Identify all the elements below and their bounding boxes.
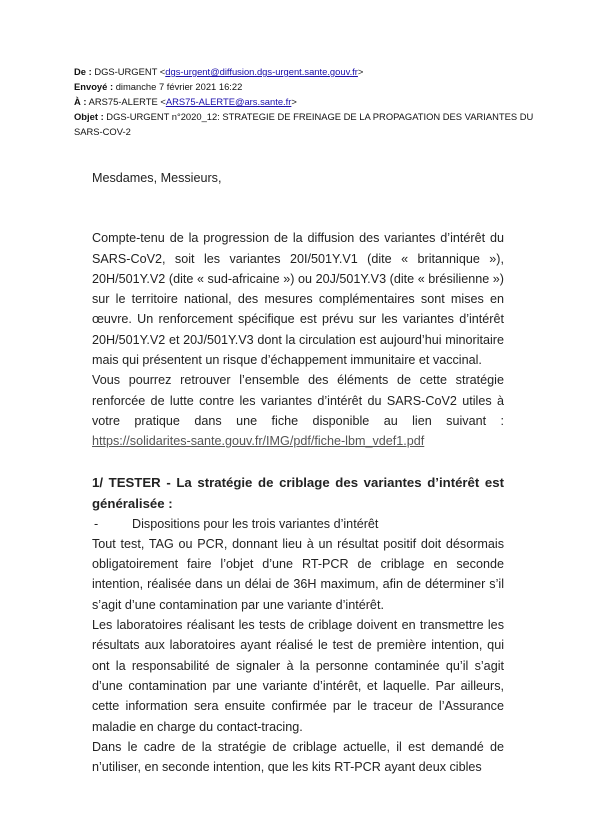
paragraph-test-rule: Tout test, TAG ou PCR, donnant lieu à un résultat positif doit désormais obligatoirement faire l’objet d’une RT-PCR de criblage en seconde intention, réalisée dans un délai de 36H maximum, afin de déterminer s’il s’agit d’une contamination par une variante d’intérêt. bbox=[92, 536, 504, 612]
fiche-pdf-link[interactable]: https://solidarites-sante.gouv.fr/IMG/pdf/fiche-lbm_vdef1.pdf bbox=[92, 434, 425, 449]
email-header bbox=[74, 64, 534, 139]
from-label: De : bbox=[74, 66, 92, 77]
subject-text-1: DGS-URGENT n°2020_12: STRATEGIE DE FREINAGE DE LA PROPAGATION DES VARIANTES DU bbox=[106, 111, 534, 122]
to-name: ARS75-ALERTE bbox=[88, 96, 158, 107]
subject-line bbox=[74, 109, 534, 124]
from-email-link[interactable]: dgs-urgent@diffusion.dgs-urgent.sante.gouv.fr bbox=[165, 66, 358, 77]
paragraph-intro: Compte-tenu de la progression de la diffusion des variantes d’intérêt du SARS-CoV2, soit les variantes 20I/501Y.V1 (dite « britannique »), 20H/501Y.V2 (dite « sud-africaine ») ou 20J/501Y.V3 (dite « brésilienne ») sur le territoire national, des mesures complémentaires sont mises en œuvre. Un renforcement spécifique est prévu sur les variantes d’intérêt 20H/501Y.V2 et 20J/501Y.V3 dont la circulation est aujourd’hui minoritaire mais qui présentent un risque d’échappement immunitaire et vaccinal. bbox=[92, 231, 504, 368]
subject-label: Objet : bbox=[74, 111, 104, 122]
bullet-dash: - bbox=[94, 516, 99, 531]
subject-line-2 bbox=[74, 124, 534, 139]
email-body bbox=[92, 168, 504, 777]
paragraph-laboratories: Les laboratoires réalisant les tests de criblage doivent en transmettre les résultats aux laboratoires ayant réalisé le test de première intention, qui ont la responsabilité de signaler à la personne contaminée qu’il s’agit d’une contamination par une variante d’intérêt, et laquelle. Par ailleurs, cette information sera ensuite confirmée par le traceur de l’Assurance maladie en charge du contact-tracing. bbox=[92, 618, 504, 734]
section-heading-tester: 1/ TESTER - La stratégie de criblage des variantes d’intérêt est généralisée : bbox=[92, 474, 504, 511]
paragraph-resources-text: Vous pourrez retrouver l’ensemble des éléments de cette stratégie renforcée de lutte contre les variantes d’intérêt du SARS-CoV2 utiles à votre pratique dans une fiche disponible au lien suivant : bbox=[92, 373, 504, 428]
sent-value: dimanche 7 février 2021 16:22 bbox=[115, 81, 243, 92]
to-label: À : bbox=[74, 96, 87, 107]
greeting: Mesdames, Messieurs, bbox=[92, 171, 222, 185]
from-line: De : DGS-URGENT <dgs-urgent@diffusion.dgs-urgent.sante.gouv.fr> bbox=[74, 66, 364, 77]
bullet-item bbox=[92, 514, 504, 534]
to-email-link[interactable]: ARS75-ALERTE@ars.sante.fr bbox=[165, 96, 292, 107]
subject-text-2: SARS-COV-2 bbox=[74, 126, 131, 137]
sent-label: Envoyé : bbox=[74, 81, 114, 92]
paragraph-resources bbox=[92, 370, 504, 451]
from-name: DGS-URGENT bbox=[94, 66, 158, 77]
bullet-text: Dispositions pour les trois variantes d’intérêt bbox=[132, 516, 379, 531]
to-line: À : ARS75-ALERTE <ARS75-ALERTE@ars.sante.fr> bbox=[74, 96, 297, 107]
sent-line bbox=[74, 79, 534, 94]
paragraph-kits: Dans le cadre de la stratégie de criblage actuelle, il est demandé de n’utiliser, en seconde intention, que les kits RT-PCR ayant deux cibles bbox=[92, 739, 504, 775]
